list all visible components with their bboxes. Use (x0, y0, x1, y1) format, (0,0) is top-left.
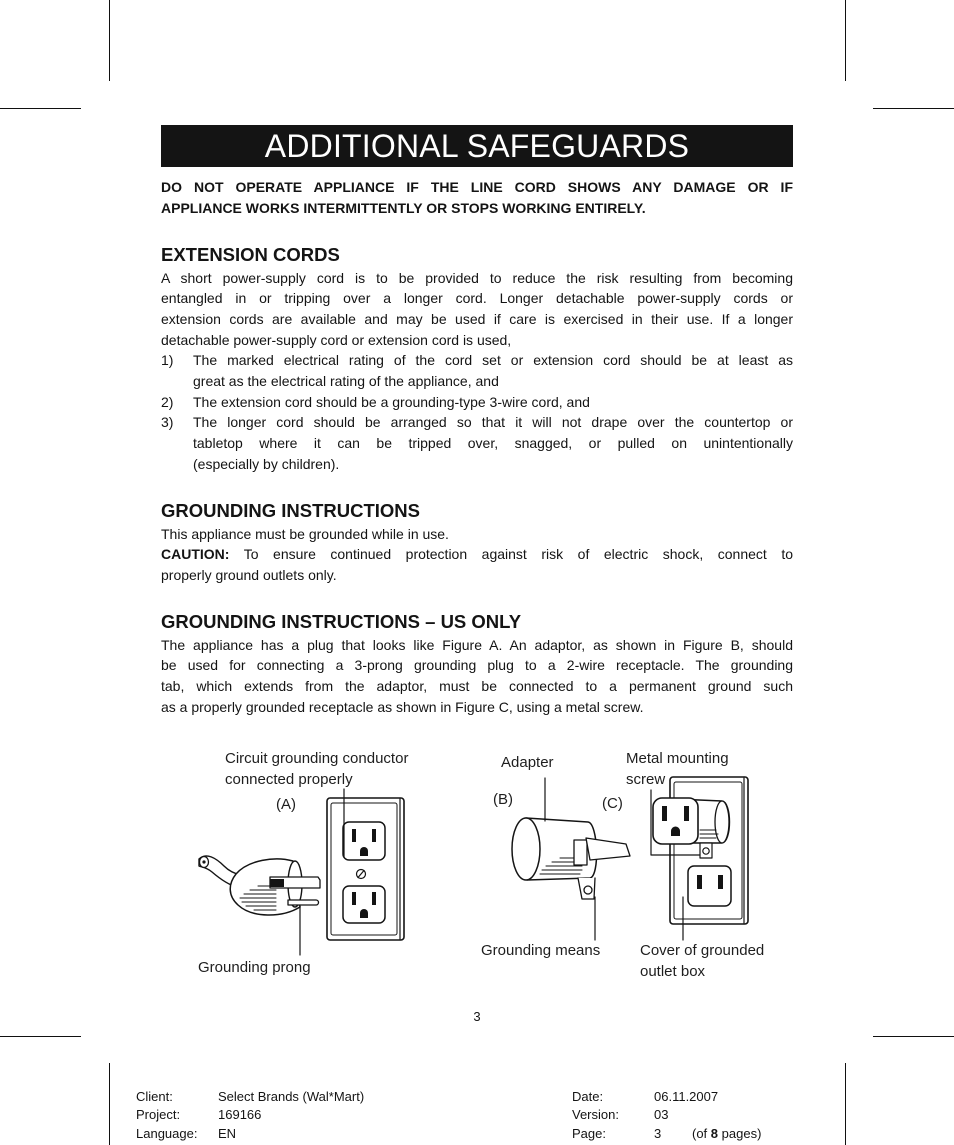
adapter-blade-prong (586, 838, 630, 860)
label-line: screw (626, 771, 666, 788)
paragraph-line: This appliance must be grounded while in use. (161, 525, 449, 542)
crop-mark-top-right-horizontal (873, 108, 954, 109)
figure-b-adapter (512, 818, 630, 899)
label-metal-screw (626, 748, 729, 790)
page-title: ADDITIONAL SAFEGUARDS (161, 125, 793, 167)
list-item-line: The marked electrical rating of the cord set or extension cord should be at least as (193, 352, 793, 369)
label-circuit-conductor (225, 748, 408, 790)
paragraph-line: tab, which extends from the adaptor, must be connected to a permanent ground such (161, 677, 793, 694)
list-item-text (193, 392, 793, 413)
metal-mounting-screw (703, 848, 709, 854)
paragraph-line: The appliance has a plug that looks like Figure A. An adaptor, as shown in Figure B, should (161, 636, 793, 653)
grounding-heading: GROUNDING INSTRUCTIONS (161, 500, 420, 521)
list-item-number: 1) (161, 352, 174, 369)
plate-screw (357, 870, 366, 879)
cord-wire (202, 860, 205, 863)
crop-mark-bottom-left-horizontal (0, 1036, 81, 1037)
wall-plate-inner (331, 803, 397, 935)
outlet-slot (352, 892, 356, 905)
paragraph-line: entangled in or tripping over a longer cord. Longer detachable power-supply cords or (161, 290, 793, 307)
outlet-ground-hole (360, 847, 368, 856)
outlet-slot (352, 829, 356, 842)
footer-project-label: Project: (136, 1107, 181, 1122)
label-grounding-means: Grounding means (481, 942, 601, 959)
footer-version-label: Version: (572, 1107, 619, 1122)
warning-line: DO NOT OPERATE APPLIANCE IF THE LINE CORD SHOWS ANY DAMAGE OR IF (161, 179, 793, 195)
label-line: Cover of grounded (640, 942, 765, 959)
paragraph-line: be used for connecting a 3-prong grounding plug to a 2-wire receptacle. The grounding (161, 657, 793, 674)
paragraph-line: as a properly grounded receptacle as shown in Figure C, using a metal screw. (161, 698, 644, 715)
paragraph-line: A short power-supply cord is to be provided to reduce the risk resulting from becoming (161, 269, 793, 286)
caution-label: CAUTION: (161, 546, 230, 563)
footer-language-value: EN (218, 1126, 237, 1141)
wall-plate-inner (674, 782, 742, 919)
extension-cords-body (161, 268, 793, 475)
adapter-face (512, 818, 540, 880)
adapter-front-face (653, 798, 698, 844)
adapter-cylinder (676, 799, 730, 843)
label-line: outlet box (640, 963, 706, 980)
grounding-us-body (161, 635, 793, 718)
list-item (161, 392, 793, 413)
page-number: 3 (473, 1009, 481, 1024)
page-count-close: pages) (718, 1126, 762, 1141)
adapter-shading (540, 858, 582, 874)
caution-line (161, 544, 793, 565)
crop-mark-bottom-right-vertical (845, 1063, 846, 1145)
page-count-total: 8 (710, 1126, 719, 1141)
cord-end (200, 857, 209, 868)
grounding-us-heading: GROUNDING INSTRUCTIONS – US ONLY (161, 611, 522, 632)
list-item-line: tabletop where it can be tripped over, snagged, or pulled on unintentionally (193, 435, 793, 452)
list-item-text (193, 412, 793, 474)
outlet-slot (372, 829, 376, 842)
list-item-number: 3) (161, 414, 174, 431)
crop-mark-top-right-vertical (845, 0, 846, 81)
outlet-ground-hole (360, 909, 368, 918)
page-count-open: (of (692, 1126, 711, 1141)
footer-client-label: Client: (136, 1089, 173, 1104)
list-item-line: The longer cord should be arranged so that it will not drape over the countertop or (193, 414, 793, 431)
outlet-slot (684, 806, 689, 821)
adapter-grounding-tab (578, 878, 595, 899)
adapter-shading (700, 830, 718, 838)
plug-blade-prong (270, 877, 320, 888)
adapter-opening (574, 840, 587, 865)
plug-body (230, 859, 300, 915)
list-item-text (193, 350, 793, 391)
paragraph-line: extension cords are available and may be used if care is exercised in their use. If a longer (161, 310, 793, 327)
wall-plate-outer (327, 798, 404, 940)
adapter-cylinder-end (715, 801, 729, 843)
extension-cords-heading: EXTENSION CORDS (161, 244, 340, 265)
label-figure-a: (A) (276, 796, 296, 813)
list-item-line: The extension cord should be a grounding-type 3-wire cord, and (193, 393, 590, 410)
figure-a-wall-plate (327, 798, 404, 940)
adapter-body (526, 818, 597, 880)
footer-client-value: Select Brands (Wal*Mart) (218, 1089, 365, 1104)
crop-mark-top-left-horizontal (0, 108, 81, 109)
outlet-bottom (688, 866, 731, 906)
grounding-body (161, 524, 793, 586)
warning-line: APPLIANCE WORKS INTERMITTENTLY OR STOPS WORKING ENTIRELY. (161, 200, 646, 216)
caution-text: To ensure continued protection against risk of electric shock, connect to (243, 546, 793, 563)
crop-mark-bottom-right-horizontal (873, 1036, 954, 1037)
plug-grounding-prong (288, 900, 319, 905)
footer-date-label: Date: (572, 1089, 604, 1104)
crop-mark-top-left-vertical (109, 0, 110, 81)
outlet-slot (662, 806, 667, 821)
label-figure-b: (B) (493, 791, 513, 808)
outlet-top (343, 822, 385, 860)
list-item-line: great as the electrical rating of the appliance, and (193, 373, 499, 390)
footer-language-label: Language: (136, 1126, 198, 1141)
footer-project-value: 169166 (218, 1107, 262, 1122)
paragraph-line: detachable power-supply cord or extension cord is used, (161, 331, 512, 348)
label-line: Metal mounting (626, 750, 729, 767)
plug-blade-shadow (270, 879, 284, 887)
footer-page-label: Page: (572, 1126, 606, 1141)
plug-shading (240, 886, 276, 910)
footer-page-value: 3 (654, 1126, 662, 1141)
outlet-bottom (343, 886, 385, 923)
plate-screw-slot (358, 871, 364, 878)
leader-metal-screw (651, 790, 700, 855)
label-line: connected properly (225, 771, 353, 788)
figure-c-wall-plate (653, 777, 748, 924)
label-adapter: Adapter (501, 754, 554, 771)
label-grounding-prong: Grounding prong (198, 959, 311, 976)
wall-plate-outer (670, 777, 748, 924)
label-cover (640, 940, 764, 982)
footer-version-value: 03 (654, 1107, 669, 1122)
list-item (161, 412, 793, 474)
list-item-line: (especially by children). (193, 455, 340, 472)
outlet-slot (372, 892, 376, 905)
crop-mark-bottom-left-vertical (109, 1063, 110, 1145)
footer-page-count (692, 1126, 761, 1142)
outlet-ground-hole (671, 827, 680, 837)
figure-a-plug (199, 856, 320, 915)
plug-face (288, 861, 302, 907)
list-item (161, 350, 793, 391)
footer-date-value: 06.11.2007 (654, 1089, 719, 1104)
label-line: Circuit grounding conductor (225, 750, 409, 767)
adapter-grounding-tab (700, 843, 712, 858)
adapter-tab-hole (584, 886, 592, 894)
caution-line: properly ground outlets only. (161, 566, 337, 583)
list-item-number: 2) (161, 393, 174, 410)
outlet-slot (718, 875, 723, 889)
label-figure-c: (C) (602, 795, 623, 812)
outlet-slot (697, 875, 702, 889)
plug-cord (199, 856, 241, 887)
warning-paragraph (161, 177, 793, 219)
